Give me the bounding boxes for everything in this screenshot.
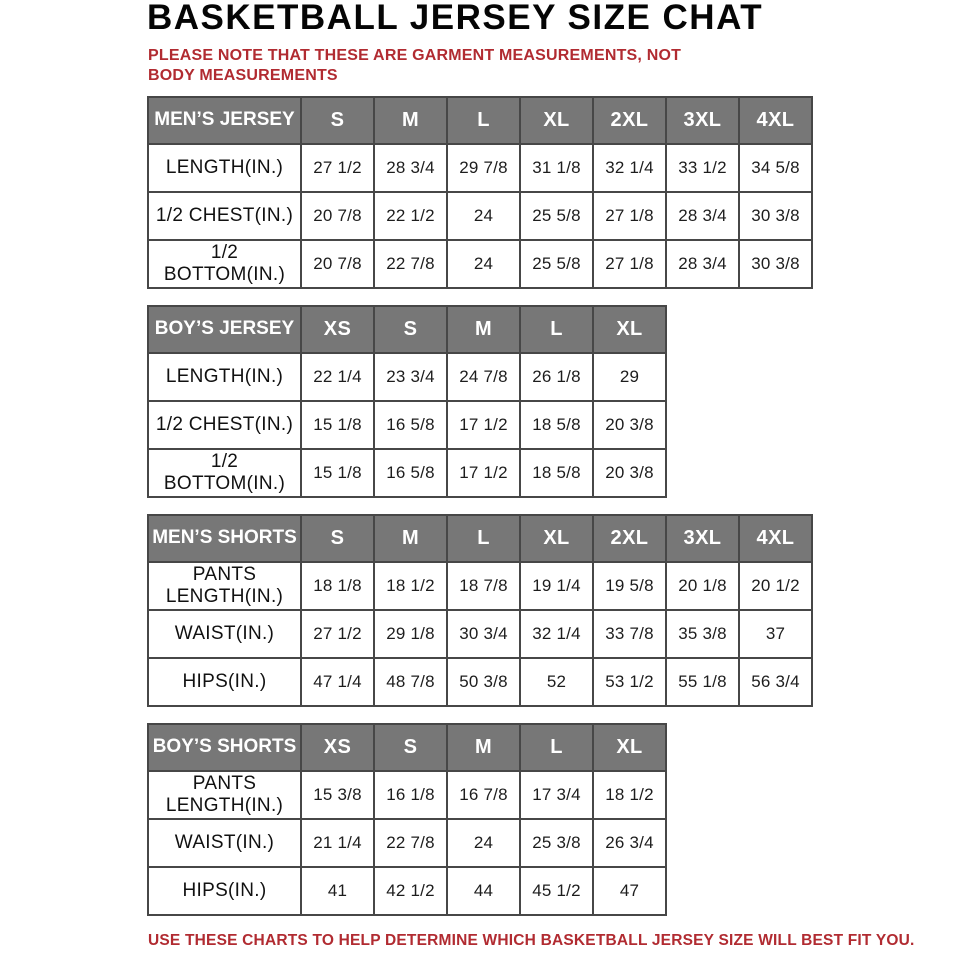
size-table	[147, 514, 813, 707]
size-value: 18 7/8	[447, 562, 520, 610]
table-title: MEN’S JERSEY	[148, 97, 301, 144]
measurement-label: LENGTH(IN.)	[148, 144, 301, 192]
measurement-row	[148, 353, 666, 401]
size-column-header: L	[520, 306, 593, 353]
size-value: 24 7/8	[447, 353, 520, 401]
size-value: 27 1/8	[593, 240, 666, 288]
measurement-row	[148, 562, 812, 610]
size-column-header: M	[374, 515, 447, 562]
size-value: 26 3/4	[593, 819, 666, 867]
measurement-label-line: PANTS	[192, 772, 257, 794]
measurement-label: 1/2 BOTTOM(IN.)	[148, 449, 301, 497]
size-column-header: XL	[520, 97, 593, 144]
size-value: 22 7/8	[374, 240, 447, 288]
size-column-header: M	[447, 724, 520, 771]
size-column-header: XL	[520, 515, 593, 562]
size-value: 22 1/4	[301, 353, 374, 401]
size-value: 22 1/2	[374, 192, 447, 240]
size-table	[147, 96, 813, 289]
size-value: 24	[447, 240, 520, 288]
measurement-row	[148, 867, 666, 915]
size-value: 18 1/8	[301, 562, 374, 610]
size-value: 37	[739, 610, 812, 658]
size-value: 47	[593, 867, 666, 915]
size-value: 31 1/8	[520, 144, 593, 192]
size-value: 18 5/8	[520, 449, 593, 497]
size-value: 33 1/2	[666, 144, 739, 192]
measurement-label: WAIST(IN.)	[148, 819, 301, 867]
footer-note: USE THESE CHARTS TO HELP DETERMINE WHICH BASKETBALL JERSEY SIZE WILL BEST FIT YOU.	[148, 931, 915, 949]
page-title: BASKETBALL JERSEY SIZE CHAT	[147, 0, 764, 37]
size-value: 42 1/2	[374, 867, 447, 915]
size-column-header: S	[301, 515, 374, 562]
size-value: 17 1/2	[447, 401, 520, 449]
size-value: 24	[447, 192, 520, 240]
table-header-row	[148, 724, 666, 771]
size-column-header: XS	[301, 306, 374, 353]
size-value: 25 3/8	[520, 819, 593, 867]
size-column-header: XL	[593, 724, 666, 771]
garment-measurement-note: PLEASE NOTE THAT THESE ARE GARMENT MEASUREMENTS, NOT BODY MEASUREMENTS	[148, 46, 682, 84]
size-value: 29	[593, 353, 666, 401]
size-column-header: 2XL	[593, 515, 666, 562]
size-value: 20 1/8	[666, 562, 739, 610]
measurement-row	[148, 449, 666, 497]
size-value: 25 5/8	[520, 240, 593, 288]
size-value: 29 1/8	[374, 610, 447, 658]
size-value: 20 7/8	[301, 240, 374, 288]
size-value: 50 3/8	[447, 658, 520, 706]
size-column-header: M	[374, 97, 447, 144]
size-value: 20 7/8	[301, 192, 374, 240]
measurement-label: 1/2 BOTTOM(IN.)	[148, 240, 301, 288]
size-column-header: L	[447, 515, 520, 562]
size-value: 19 5/8	[593, 562, 666, 610]
size-value: 45 1/2	[520, 867, 593, 915]
size-column-header: M	[447, 306, 520, 353]
size-value: 52	[520, 658, 593, 706]
size-value: 15 3/8	[301, 771, 374, 819]
size-column-header: S	[374, 306, 447, 353]
size-value: 24	[447, 819, 520, 867]
measurement-label: HIPS(IN.)	[148, 867, 301, 915]
size-value: 53 1/2	[593, 658, 666, 706]
size-value: 20 3/8	[593, 401, 666, 449]
size-value: 22 7/8	[374, 819, 447, 867]
size-value: 18 1/2	[593, 771, 666, 819]
size-value: 28 3/4	[666, 240, 739, 288]
size-column-header: L	[520, 724, 593, 771]
measurement-label: WAIST(IN.)	[148, 610, 301, 658]
size-value: 47 1/4	[301, 658, 374, 706]
size-column-header: L	[447, 97, 520, 144]
size-value: 20 3/8	[593, 449, 666, 497]
size-value: 18 1/2	[374, 562, 447, 610]
size-column-header: 4XL	[739, 97, 812, 144]
size-value: 41	[301, 867, 374, 915]
size-value: 30 3/8	[739, 192, 812, 240]
size-value: 23 3/4	[374, 353, 447, 401]
table-title: MEN’S SHORTS	[148, 515, 301, 562]
size-table	[147, 723, 667, 916]
measurement-label-line: PANTS	[192, 563, 257, 585]
size-value: 16 5/8	[374, 449, 447, 497]
size-value: 15 1/8	[301, 401, 374, 449]
measurement-label-line: LENGTH(IN.)	[165, 794, 284, 816]
table-title: BOY’S SHORTS	[148, 724, 301, 771]
measurement-label: LENGTH(IN.)	[148, 353, 301, 401]
size-column-header: S	[374, 724, 447, 771]
size-column-header: 3XL	[666, 515, 739, 562]
measurement-row	[148, 144, 812, 192]
size-value: 15 1/8	[301, 449, 374, 497]
measurement-row	[148, 819, 666, 867]
measurement-label: 1/2 CHEST(IN.)	[148, 401, 301, 449]
size-value: 16 7/8	[447, 771, 520, 819]
size-value: 27 1/8	[593, 192, 666, 240]
measurement-row	[148, 771, 666, 819]
size-value: 19 1/4	[520, 562, 593, 610]
measurement-row	[148, 658, 812, 706]
size-value: 20 1/2	[739, 562, 812, 610]
measurement-row	[148, 401, 666, 449]
table-title: BOY’S JERSEY	[148, 306, 301, 353]
size-table	[147, 305, 667, 498]
size-value: 21 1/4	[301, 819, 374, 867]
size-value: 29 7/8	[447, 144, 520, 192]
size-column-header: XL	[593, 306, 666, 353]
measurement-label: HIPS(IN.)	[148, 658, 301, 706]
size-value: 56 3/4	[739, 658, 812, 706]
size-value: 44	[447, 867, 520, 915]
size-value: 16 5/8	[374, 401, 447, 449]
size-value: 28 3/4	[666, 192, 739, 240]
size-column-header: XS	[301, 724, 374, 771]
size-value: 55 1/8	[666, 658, 739, 706]
size-value: 35 3/8	[666, 610, 739, 658]
table-header-row	[148, 97, 812, 144]
size-value: 34 5/8	[739, 144, 812, 192]
size-value: 27 1/2	[301, 610, 374, 658]
measurement-row	[148, 610, 812, 658]
size-value: 18 5/8	[520, 401, 593, 449]
size-value: 26 1/8	[520, 353, 593, 401]
size-value: 32 1/4	[520, 610, 593, 658]
table-header-row	[148, 306, 666, 353]
size-value: 30 3/4	[447, 610, 520, 658]
size-value: 27 1/2	[301, 144, 374, 192]
measurement-row	[148, 240, 812, 288]
size-chart-page	[147, 0, 915, 950]
size-value: 48 7/8	[374, 658, 447, 706]
size-value: 30 3/8	[739, 240, 812, 288]
size-tables-container	[147, 96, 822, 916]
measurement-label	[148, 771, 301, 819]
measurement-label: 1/2 CHEST(IN.)	[148, 192, 301, 240]
size-value: 17 1/2	[447, 449, 520, 497]
table-header-row	[148, 515, 812, 562]
size-value: 33 7/8	[593, 610, 666, 658]
size-value: 16 1/8	[374, 771, 447, 819]
size-column-header: 2XL	[593, 97, 666, 144]
measurement-row	[148, 192, 812, 240]
size-value: 17 3/4	[520, 771, 593, 819]
size-value: 28 3/4	[374, 144, 447, 192]
measurement-label	[148, 562, 301, 610]
size-value: 32 1/4	[593, 144, 666, 192]
size-column-header: S	[301, 97, 374, 144]
size-value: 25 5/8	[520, 192, 593, 240]
size-column-header: 3XL	[666, 97, 739, 144]
measurement-label-line: LENGTH(IN.)	[165, 585, 284, 607]
size-column-header: 4XL	[739, 515, 812, 562]
